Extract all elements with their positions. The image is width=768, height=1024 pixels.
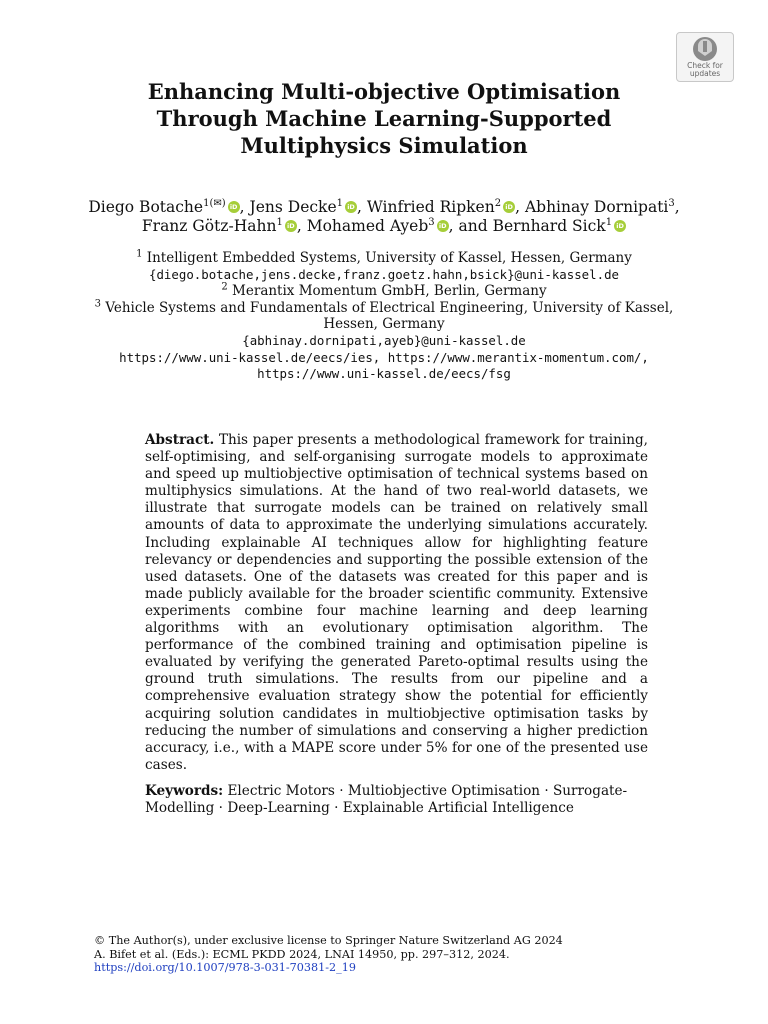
author-affil-sup: 1: [276, 216, 283, 228]
author-affil-sup: 2: [494, 197, 502, 209]
author-name: Franz Götz-Hahn: [141, 217, 277, 235]
orcid-icon[interactable]: [614, 220, 626, 232]
affiliations: [60, 250, 708, 383]
author-affil-sup: 3: [428, 216, 435, 228]
orcid-icon[interactable]: [345, 201, 357, 213]
paper-title: [100, 78, 668, 159]
orcid-icon[interactable]: [503, 201, 515, 213]
copyright-line: © The Author(s), under exclusive license to Springer Nature Switzerland AG 2024: [94, 934, 563, 947]
orcid-icon[interactable]: [228, 201, 240, 213]
keywords-label: Keywords:: [145, 783, 224, 799]
affiliation-3-cont: Hessen, Germany: [323, 316, 445, 333]
author-line-2: Franz Götz-Hahn$^1$iD , Mohamed Ayeb$^3$iD , and Bernhard Sick$^1$iD: [60, 217, 708, 236]
author-name: Abhinay Dornipati: [524, 198, 669, 216]
affiliation-1: $^1$ Intelligent Embedded Systems, University of Kassel, Hessen, Germany: [136, 248, 632, 266]
affiliation-urls-line-1[interactable]: https://www.uni-kassel.de/eecs/ies, https://www.merantix-momentum.com/,: [119, 349, 649, 365]
affiliation-2: $^2$ Merantix Momentum GmbH, Berlin, Germany: [221, 281, 547, 300]
author-affil-sup: 3: [668, 197, 675, 209]
abstract-text: This paper presents a methodological framework for training, self-optimising, and self-organising surrogate models to approximate and speed up multiobjective optimisation of technical systems based on multiphysics simulations. At the hand of two real-world datasets, we illustrate that surrogate models can be trained on relatively small amounts of data to approximate the underlying simulations accurately. Including explainable AI techniques allow for highlighting feature relevancy or dependencies and supporting the possible extension of the used datasets. One of the datasets was created for this paper and is made publicly available for the broader scientific community. Extensive experiments combine four machine learning and deep learning algorithms with an evolutionary optimisation algorithm. The performance of the combined training and optimisation pipeline is evaluated by verifying the generated Pareto-optimal results using the ground truth simulations. The results from our pipeline and a comprehensive evaluation strategy show the potential for efficiently acquiring solution candidates in multiobjective optimisation tasks by reducing the number of simulations and conserving a higher prediction accuracy, i.e., with a MAPE score under 5% for one of the presented use cases.: [145, 432, 648, 773]
author-name: Mohamed Ayeb: [306, 217, 429, 235]
badge-label-1: Check for: [687, 61, 723, 70]
title-line-3: Multiphysics Simulation: [240, 133, 528, 158]
author-affil-sup: 1: [605, 216, 613, 228]
keywords-section: [145, 783, 648, 817]
affiliation-3-email: {abhinay.dornipati,ayeb}@uni-kassel.de: [242, 332, 526, 348]
abstract-section: [145, 432, 648, 774]
footer: [94, 934, 694, 975]
author-name: Jens Decke: [249, 198, 337, 216]
title-line-2: Through Machine Learning-Supported: [156, 106, 612, 131]
title-line-1: Enhancing Multi-objective Optimisation: [147, 79, 621, 104]
check-updates-icon: [692, 36, 718, 62]
keywords-text: Electric Motors · Multiobjective Optimisation · Surrogate-Modelling · Deep-Learning · Explainable Artificial Intelligence: [145, 783, 628, 817]
author-name: Bernhard Sick: [492, 217, 606, 235]
author-affil-sup: 1: [336, 197, 343, 209]
author-affil-sup: 1(✉): [203, 197, 226, 209]
author-list: [60, 198, 708, 236]
check-for-updates-badge[interactable]: [676, 32, 734, 82]
author-line-1: Diego Botache$^{1(✉)}$iD , Jens Decke$^1$iD , Winfried Ripken$^2$iD , Abhinay Dornipati$^3$,: [60, 198, 708, 217]
affiliation-1-email: {diego.botache,jens.decke,franz.goetz.hahn,bsick}@uni-kassel.de: [149, 266, 619, 282]
orcid-icon[interactable]: [285, 220, 297, 232]
badge-label-2: updates: [689, 69, 721, 78]
affiliation-urls-line-2[interactable]: https://www.uni-kassel.de/eecs/fsg: [257, 366, 511, 382]
affiliation-3: $^3$ Vehicle Systems and Fundamentals of Electrical Engineering, University of Kassel,: [94, 298, 674, 316]
author-name: Diego Botache: [88, 198, 204, 216]
doi-link[interactable]: https://doi.org/10.1007/978-3-031-70381-2_19: [94, 961, 356, 975]
citation-line: A. Bifet et al. (Eds.): ECML PKDD 2024, LNAI 14950, pp. 297–312, 2024.: [94, 947, 510, 961]
author-name: Winfried Ripken: [366, 198, 495, 216]
abstract-label: Abstract.: [145, 432, 215, 448]
orcid-icon[interactable]: [437, 220, 449, 232]
